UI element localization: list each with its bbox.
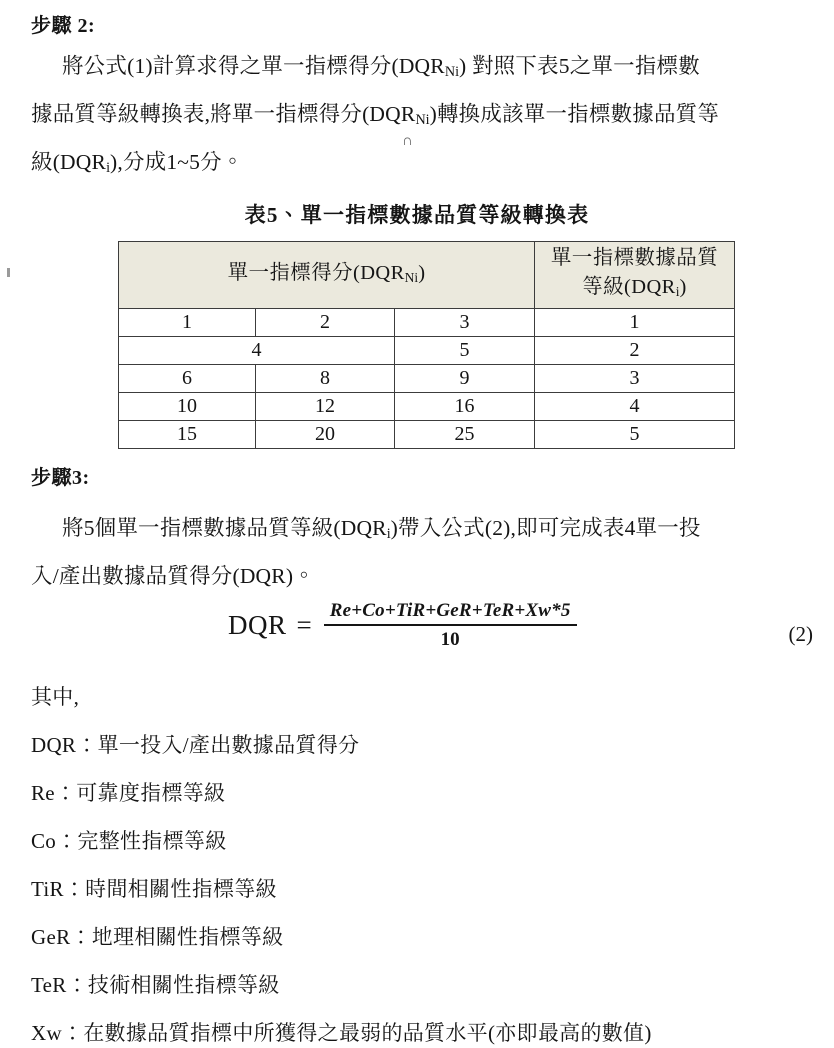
definition-description-re: 可靠度指標等級	[76, 781, 226, 805]
definition-item-co	[31, 826, 227, 856]
table-row	[119, 365, 735, 393]
table-cell-score-merged: 4	[119, 337, 395, 365]
definition-separator: ：	[54, 781, 77, 805]
definition-term-tir: TiR	[31, 877, 64, 901]
table-cell-grade: 2	[535, 337, 735, 365]
definitions-intro: 其中,	[31, 685, 80, 709]
table-header-grade-subscript: i	[675, 283, 680, 299]
table-cell-score-2: 2	[256, 309, 395, 337]
definition-item-ger	[31, 922, 283, 952]
formula-equals-sign: =	[296, 610, 312, 640]
table-header-row	[119, 242, 735, 309]
table-row	[119, 393, 735, 421]
step2-heading: 步驟 2:	[31, 15, 96, 37]
table-header-grade	[535, 242, 735, 309]
step2-line2-pre: 據品質等級轉換表,將單一指標得分(DQR	[31, 102, 416, 126]
definition-item-ter	[31, 970, 280, 1000]
table-cell-score-1: 6	[119, 365, 256, 393]
dqr-conversion-table	[118, 241, 735, 449]
definition-term-co: Co	[31, 829, 57, 853]
step2-line3-subscript: i	[106, 160, 111, 177]
definition-separator: ：	[76, 733, 98, 757]
step2-line3-pre: 級(DQR	[31, 150, 107, 174]
table-cell-score-3-value: 5	[459, 339, 470, 361]
table-cell-grade: 3	[535, 365, 735, 393]
definition-term-ger: GeR	[31, 925, 71, 949]
table-header-score-group	[119, 242, 535, 309]
table-row	[119, 309, 735, 337]
step2-paragraph-line-3	[31, 138, 243, 192]
table-header-score-post: )	[418, 261, 426, 284]
definition-separator: ：	[63, 877, 86, 901]
partial-divider-tick	[394, 341, 395, 360]
table-cell-score-3: 3	[395, 309, 535, 337]
step2-paragraph-line-2	[31, 90, 719, 144]
table-row	[119, 337, 735, 365]
step3-heading: 步驟3:	[31, 467, 90, 489]
definition-separator: ：	[61, 1021, 84, 1045]
definition-item-dqr	[31, 730, 359, 760]
table-cell-score-3: 16	[395, 393, 535, 421]
definition-description-ger: 地理相關性指標等級	[91, 925, 284, 949]
table-header-score-subscript: Ni	[404, 269, 419, 285]
definition-description-dqr: 單一投入/產出數據品質得分	[97, 733, 360, 757]
table-header-grade-line2-post: )	[679, 276, 687, 299]
definition-term-re: Re	[31, 781, 55, 805]
formula-number: (2)	[788, 622, 813, 646]
definition-item-re	[31, 778, 225, 808]
definition-separator: ：	[70, 925, 92, 949]
step3-line1-post: )帶入公式(2),即可完成表4單一投	[390, 516, 701, 540]
table-header-grade-line1: 單一指標數據品質	[550, 247, 719, 270]
step3-paragraph-line-2: 入/產出數據品質得分(DQR)。	[31, 564, 315, 588]
table-cell-score-2: 12	[256, 393, 395, 421]
scan-artifact-margin	[7, 268, 10, 277]
table-cell-score-3	[395, 337, 535, 365]
table-header-score-pre: 單一指標得分(DQR	[227, 261, 405, 284]
definition-description-tir: 時間相關性指標等級	[85, 877, 277, 901]
table-cell-score-1: 1	[119, 309, 256, 337]
definition-term-ter: TeR	[31, 973, 67, 997]
step2-line2-subscript: Ni	[415, 112, 430, 129]
definition-description-co: 完整性指標等級	[77, 829, 227, 853]
table-row	[119, 421, 735, 449]
formula-numerator: Re+Co+TiR+GeR+TeR+Xw*5	[329, 600, 571, 621]
definition-term-dqr: DQR	[31, 733, 77, 757]
table-cell-score-3: 25	[395, 421, 535, 449]
definition-separator: ：	[66, 973, 88, 997]
table-cell-score-3: 9	[395, 365, 535, 393]
definition-description-xw: 在數據品質指標中所獲得之最弱的品質水平(亦即最高的數值)	[83, 1021, 652, 1045]
formula-fraction	[324, 600, 577, 651]
step3-paragraph-line-1	[62, 504, 701, 558]
definition-item-xw	[31, 1018, 652, 1048]
formula-left-side: DQR	[228, 610, 287, 640]
table-cell-score-1: 10	[119, 393, 256, 421]
formula-denominator: 10	[440, 629, 460, 650]
table-cell-score-2: 8	[256, 365, 395, 393]
definition-term-xw: Xw	[31, 1021, 62, 1045]
definition-item-tir	[31, 874, 277, 904]
table-cell-grade: 1	[535, 309, 735, 337]
table-cell-grade: 4	[535, 393, 735, 421]
step3-line1-pre: 將5個單一指標數據品質等級(DQR	[62, 516, 387, 540]
step2-line1-post: ) 對照下表5之單一指標數	[459, 54, 700, 78]
step3-line1-subscript: i	[386, 526, 391, 543]
step2-line1-subscript: Ni	[444, 64, 460, 81]
step2-line2-post: )轉換成該單一指標數據品質等	[429, 102, 720, 126]
step2-paragraph-line-1	[62, 42, 700, 96]
step2-line3-post: ),分成1~5分。	[110, 150, 244, 174]
table-cell-score-1: 15	[119, 421, 256, 449]
scan-artifact-mark: ∩	[402, 133, 413, 149]
definition-description-ter: 技術相關性指標等級	[87, 973, 280, 997]
formula-dqr	[0, 600, 834, 666]
table-caption: 表5、單一指標數據品質等級轉換表	[244, 203, 590, 227]
table-cell-grade: 5	[535, 421, 735, 449]
formula-expression	[228, 600, 577, 651]
table-header-grade-line2-pre: 等級(DQR	[582, 276, 676, 299]
step2-line1-pre: 將公式(1)計算求得之單一指標得分(DQR	[62, 54, 445, 78]
definition-separator: ：	[56, 829, 78, 853]
table-cell-score-2: 20	[256, 421, 395, 449]
